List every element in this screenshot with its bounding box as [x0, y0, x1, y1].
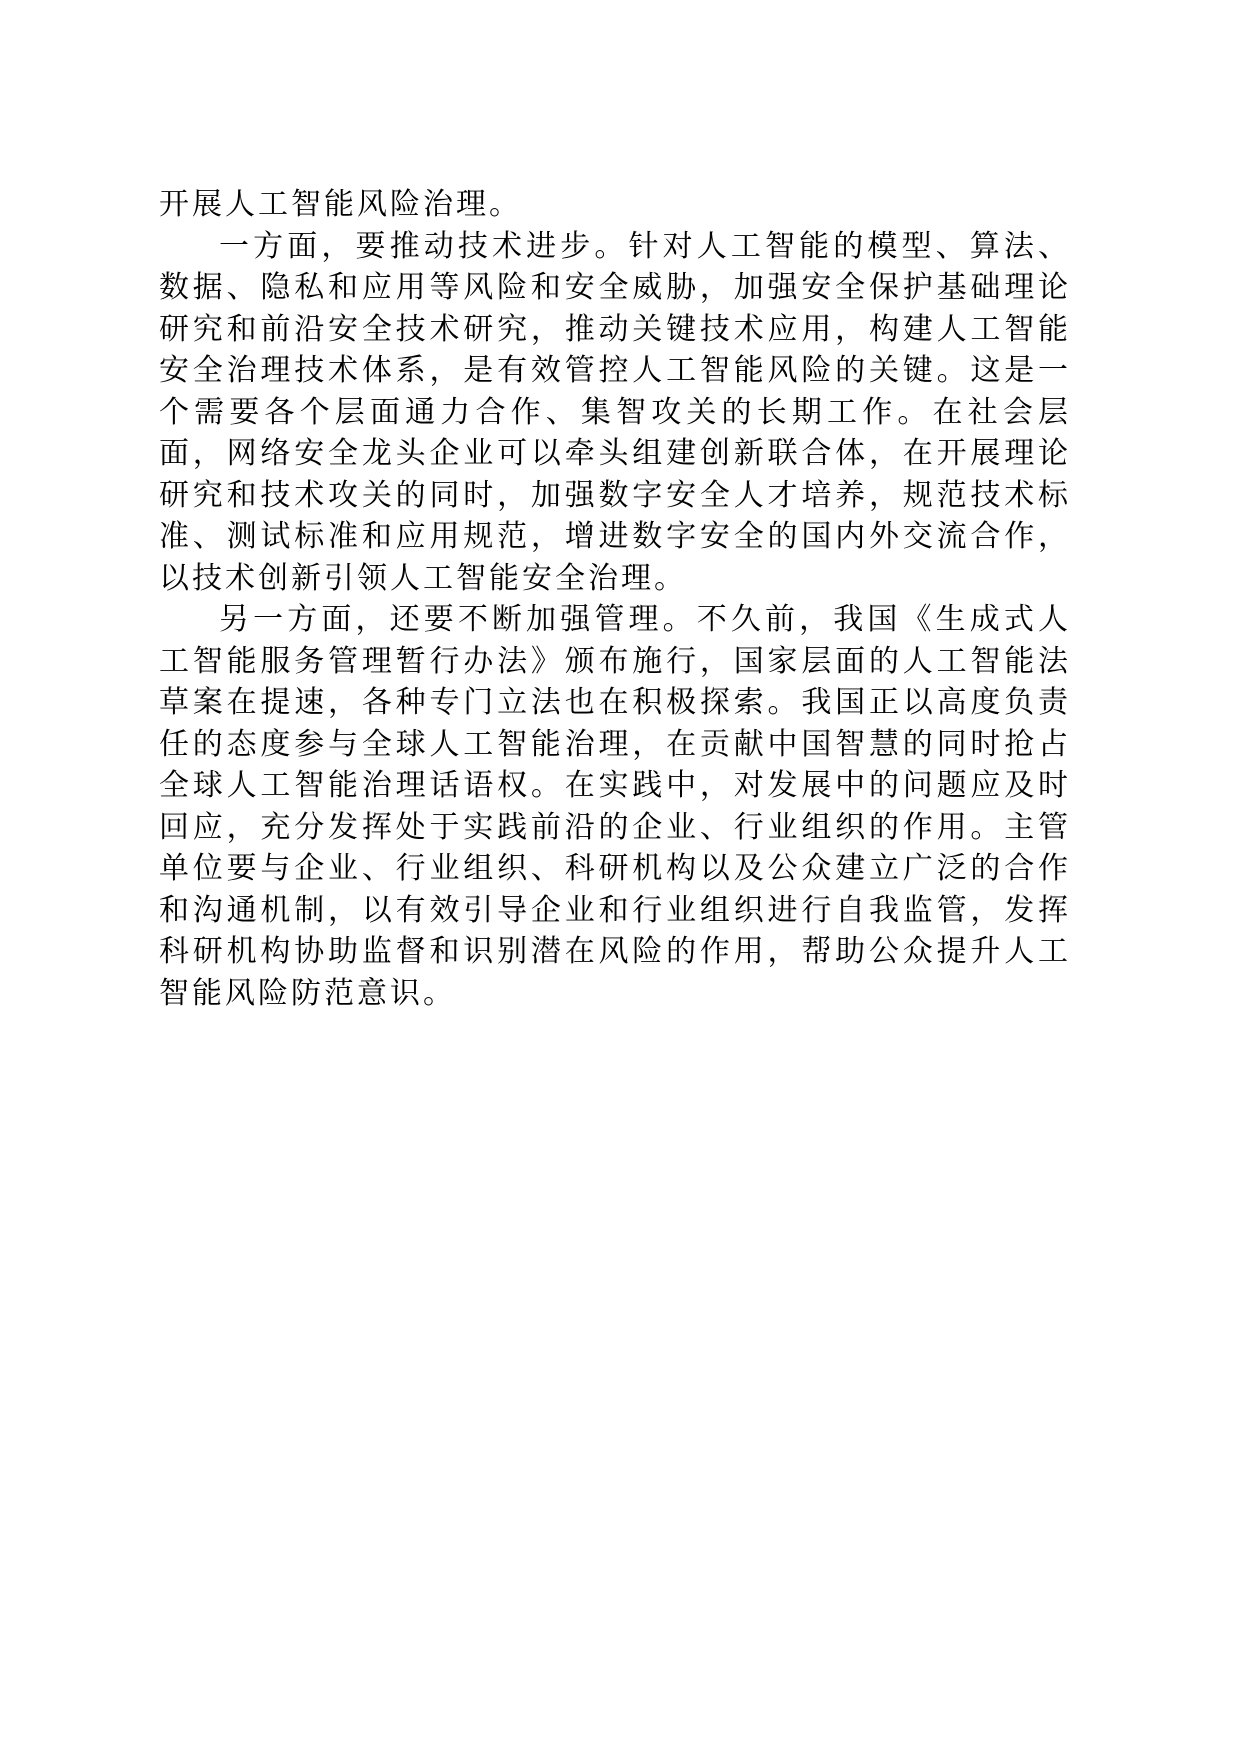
paragraph-continuation: 开展人工智能风险治理。	[159, 187, 522, 222]
paragraph-technology: 一方面，要推动技术进步。针对人工智能的模型、算法、数据、隐私和应用等风险和安全威胁，加强安全保护基础理论研究和前沿安全技术研究，推动关键技术应用，构建人工智能安全治理技术体系，是有效管控人工智能风险的关键。这是一个需要各个层面通力合作、集智攻关的长期工作。在社会层面，网络安全龙头企业可以牵头组建创新联合体，在开展理论研究和技术攻关的同时，加强数字安全人才培养，规范技术标准、测试标准和应用规范，增进数字安全的国内外交流合作，以技术创新引领人工智能安全治理。	[159, 228, 1071, 596]
document-body	[159, 184, 1071, 1014]
paragraph-management: 另一方面，还要不断加强管理。不久前，我国《生成式人工智能服务管理暂行办法》颁布施行，国家层面的人工智能法草案在提速，各种专门立法也在积极探索。我国正以高度负责任的态度参与全球人工智能治理，在贡献中国智慧的同时抢占全球人工智能治理话语权。在实践中，对发展中的问题应及时回应，充分发挥处于实践前沿的企业、行业组织的作用。主管单位要与企业、行业组织、科研机构以及公众建立广泛的合作和沟通机制，以有效引导企业和行业组织进行自我监管，发挥科研机构协助监督和识别潜在风险的作用，帮助公众提升人工智能风险防范意识。	[159, 602, 1071, 1011]
